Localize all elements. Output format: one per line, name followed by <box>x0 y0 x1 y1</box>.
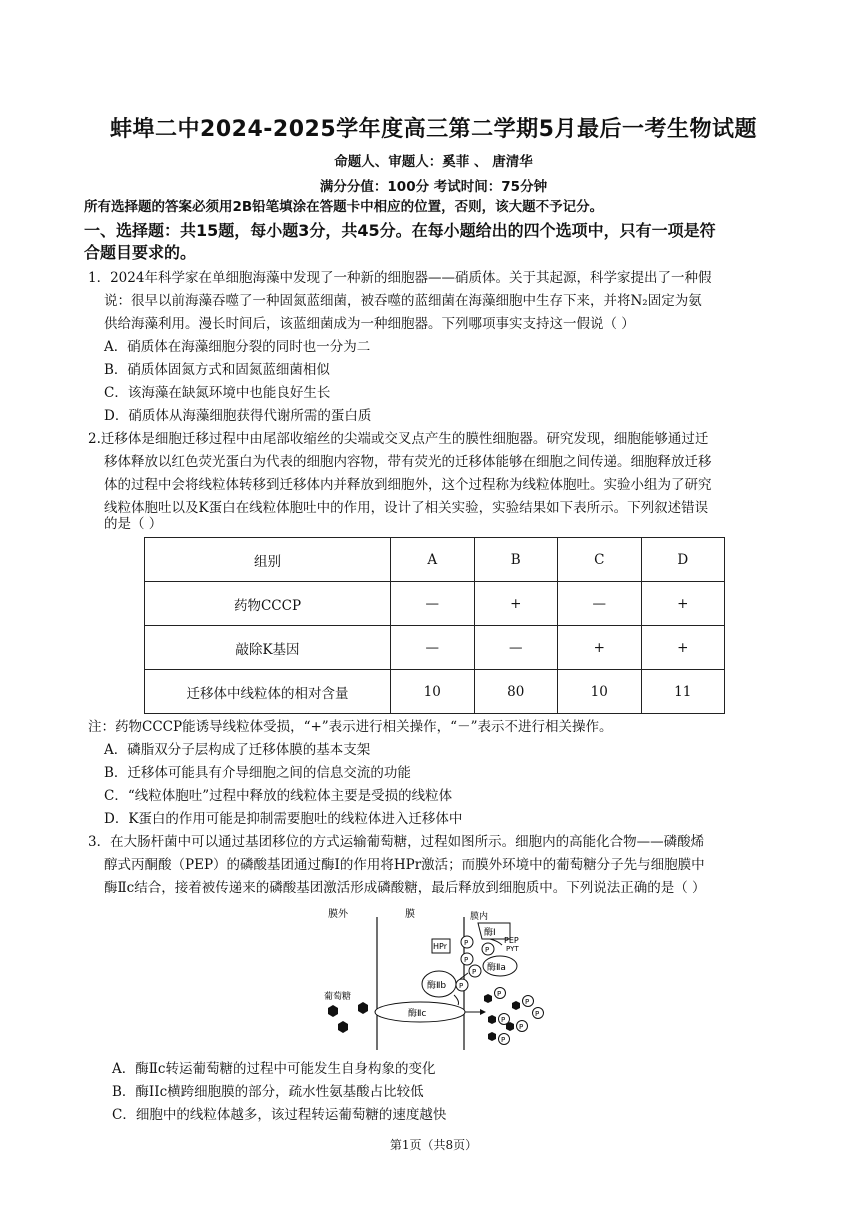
phosphate-label: P <box>497 990 502 998</box>
q1-option-c: C．该海藻在缺氮环境中也能良好生长 <box>104 385 331 401</box>
q2-note: 注：药物CCCP能诱导线粒体受损，“+”表示进行相关操作，“－”表示不进行相关操作。 <box>88 719 613 735</box>
sugar-phosphate-icon <box>488 1032 496 1041</box>
q2-stem-line: 体的过程中会将线粒体转移到迁移体内并释放到细胞外，这个过程称为线粒体胞吐。实验小组为了研究 <box>104 477 712 493</box>
q2-stem-line: 线粒体胞吐以及K蛋白在线粒体胞吐中的作用，设计了相关实验，实验结果如下表所示。下列叙述错误 <box>104 500 709 516</box>
label-outside: 膜外 <box>328 909 348 920</box>
q1-stem-line: 供给海藻利用。漫长时间后，该蓝细菌成为一种细胞器。下列哪项事实支持这一假说（ ） <box>104 316 635 332</box>
q3-option-c: C．细胞中的线粒体越多，该过程转运葡萄糖的速度越快 <box>112 1107 447 1123</box>
phosphate-label: P <box>485 946 490 954</box>
table-cell: 迁移体中线粒体的相对含量 <box>145 670 391 714</box>
phosphate-label: P <box>525 998 530 1006</box>
glucose-icon <box>338 1021 348 1033</box>
q2-stem-line: 2.迁移体是细胞迁移过程中由尾部收缩丝的尖端或交叉点产生的膜性细胞器。研究发现，细胞能够通过迁 <box>88 431 709 447</box>
glucose-icon <box>328 1005 338 1017</box>
sugar-phosphate-icon <box>484 994 492 1003</box>
q3-stem-line: 醇式丙酮酸（PEP）的磷酸基团通过酶Ⅰ的作用将HPr激活；而膜外环境中的葡萄糖分子先与细胞膜中 <box>104 857 705 873</box>
glucose-icon <box>358 1002 368 1014</box>
q1-option-d: D．硝质体从海藻细胞获得代谢所需的蛋白质 <box>104 408 372 424</box>
table-row <box>145 670 725 714</box>
table-cell: 11 <box>641 670 725 714</box>
table-cell: + <box>641 626 725 670</box>
table-row <box>145 582 725 626</box>
table-row <box>145 626 725 670</box>
exam-title: 蚌埠二中2024-2025学年度高三第二学期5月最后一考生物试题 <box>110 117 757 142</box>
arrow-head-icon <box>480 1009 486 1015</box>
page-footer: 第1页（共8页） <box>389 1138 478 1152</box>
sugar-phosphate-icon <box>488 1015 496 1024</box>
q2-stem-line: 移体释放以红色荧光蛋白为代表的细胞内容物，带有荧光的迁移体能够在细胞之间传递。细胞释放迁移 <box>104 454 712 470</box>
table-header-row <box>145 538 725 582</box>
table-header-cell: A <box>391 538 475 582</box>
transport-diagram <box>320 905 550 1050</box>
table-cell: + <box>474 582 558 626</box>
q3-option-a: A．酶Ⅱc转运葡萄糖的过程中可能发生自身构象的变化 <box>112 1061 436 1077</box>
table-cell: 80 <box>474 670 558 714</box>
label-hpr: HPr <box>433 942 447 951</box>
table-cell: — <box>391 582 475 626</box>
q3-stem-line: 3．在大肠杆菌中可以通过基团移位的方式运输葡萄糖，过程如图所示。细胞内的高能化合物——磷酸烯 <box>88 834 705 850</box>
table-cell: 敲除K基因 <box>145 626 391 670</box>
authors-line: 命题人、审题人：奚菲 、 唐清华 <box>334 154 533 170</box>
table-cell: + <box>558 626 642 670</box>
label-pyt: PYT <box>506 945 519 953</box>
sugar-phosphate-icon <box>512 1001 520 1010</box>
phosphate-label: P <box>519 1023 524 1031</box>
table-header-cell: C <box>558 538 642 582</box>
table-cell: — <box>391 626 475 670</box>
q1-stem-line: 说：很早以前海藻吞噬了一种固氮蓝细菌，被吞噬的蓝细菌在海藻细胞中生存下来，并将N₂固定为氨 <box>104 293 702 309</box>
label-enzyme-2a: 酶Ⅱa <box>487 963 506 973</box>
q2-option-a: A．磷脂双分子层构成了迁移体膜的基本支架 <box>104 742 371 758</box>
table-cell: 10 <box>558 670 642 714</box>
phosphate-label: P <box>501 1036 506 1044</box>
q3-stem-line: 酶Ⅱc结合，接着被传递来的磷酸基团激活形成磷酸糖，最后释放到细胞质中。下列说法正确的是（ ） <box>104 880 706 896</box>
label-membrane: 膜 <box>405 909 415 920</box>
phosphate-label: P <box>459 982 464 990</box>
label-glucose: 葡萄糖 <box>324 992 352 1002</box>
q2-option-d: D．K蛋白的作用可能是抑制需要胞吐的线粒体进入迁移体中 <box>104 811 463 827</box>
table-header-cell: 组别 <box>145 538 391 582</box>
q3-option-b: B．酶IIc横跨细胞膜的部分，疏水性氨基酸占比较低 <box>112 1084 424 1100</box>
label-enzyme-2c: 酶Ⅱc <box>408 1009 427 1019</box>
phosphate-label: P <box>464 939 469 947</box>
phosphate-label: P <box>501 1016 506 1024</box>
q1-option-a: A．硝质体在海藻细胞分裂的同时也一分为二 <box>104 339 371 355</box>
phosphate-label: P <box>464 956 469 964</box>
phosphate-label: P <box>535 1010 540 1018</box>
table-cell: — <box>558 582 642 626</box>
label-inside: 膜内 <box>470 912 489 922</box>
q1-stem-line: 1．2024年科学家在单细胞海藻中发现了一种新的细胞器——硝质体。关于其起源，科学家提出了一种假 <box>88 270 712 286</box>
table-cell: — <box>474 626 558 670</box>
q2-option-b: B．迁移体可能具有介导细胞之间的信息交流的功能 <box>104 765 411 781</box>
label-enzyme-2b: 酶Ⅱb <box>427 981 447 991</box>
label-pep: PEP <box>504 936 519 945</box>
phosphate-label: P <box>472 968 477 976</box>
section-heading-line1: 一、选择题：共15题，每小题3分，共45分。在每小题给出的四个选项中，只有一项是符 <box>84 221 716 240</box>
section-heading-line2: 合题目要求的。 <box>84 243 197 262</box>
label-enzyme-1: 酶Ⅰ <box>484 928 496 938</box>
table-cell: 10 <box>391 670 475 714</box>
q2-option-c: C．“线粒体胞吐”过程中释放的线粒体主要是受损的线粒体 <box>104 788 453 804</box>
q2-stem-line: 的是（ ） <box>104 516 163 532</box>
table-header-cell: B <box>474 538 558 582</box>
q1-option-b: B．硝质体固氮方式和固氮蓝细菌相似 <box>104 362 330 378</box>
transfer-arrow <box>454 995 459 1005</box>
table-header-cell: D <box>641 538 725 582</box>
table-cell: 药物CCCP <box>145 582 391 626</box>
score-time-line: 满分分值：100分 考试时间：75分钟 <box>319 179 548 195</box>
answer-notice: 所有选择题的答案必须用2B铅笔填涂在答题卡中相应的位置，否则，该大题不予记分。 <box>84 199 604 215</box>
experiment-table <box>144 537 725 714</box>
table-cell: + <box>641 582 725 626</box>
